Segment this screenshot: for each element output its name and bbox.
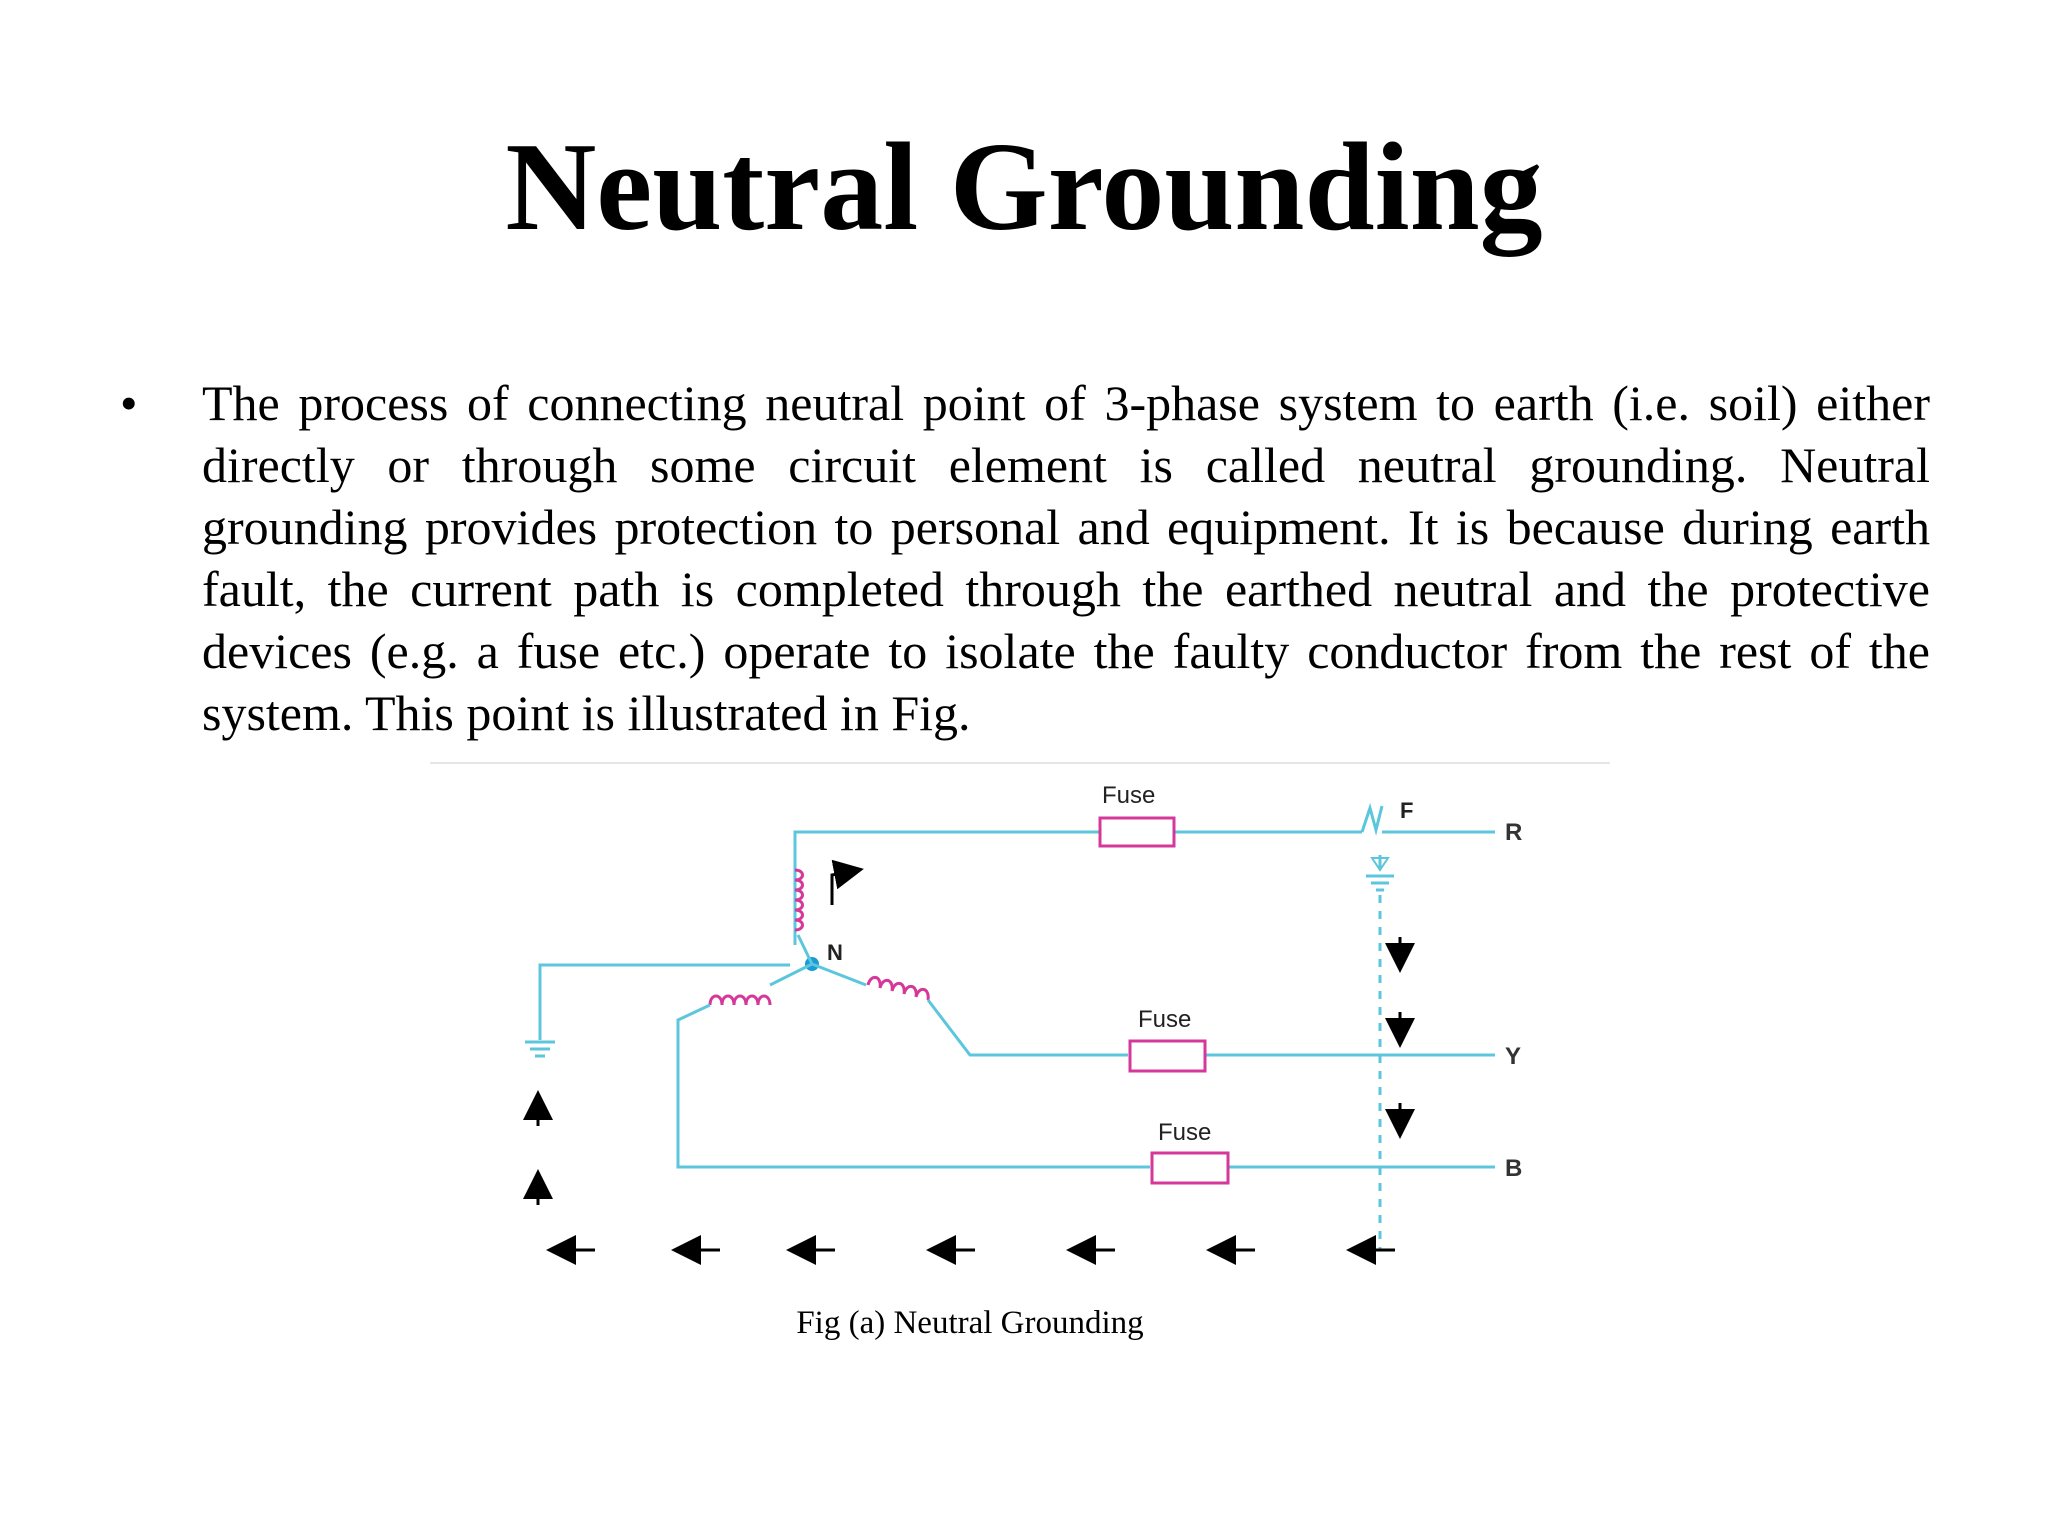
current-direction-arrow [832,870,858,905]
bullet-marker: • [120,375,138,431]
neutral-grounding-diagram [430,760,1610,1290]
slide-title: Neutral Grounding [505,118,1543,257]
neutral-ground-wire [540,965,790,1040]
ground-symbol-neutral [525,1042,555,1056]
phase-y-label: Y [1505,1043,1522,1070]
fuse-r [1100,818,1174,846]
coil-b [710,996,770,1005]
ground-symbol-fault [1366,876,1394,890]
fuse-b [1152,1153,1228,1183]
phase-y-line [928,1000,1128,1055]
bullet-text: The process of connecting neutral point of 3-phase system to earth (i.e. soil) either directly or through some circuit element is called neutral grounding. Neutral grounding provides protection to personal and equipment. It is because during earth fault, the current path is completed through the earthed neutral and the protective devices (e.g. a fuse etc.) operate to isolate the faulty conductor from the rest of the system. This point is illustrated in Fig. [202,375,1930,741]
fault-symbol [1362,806,1382,832]
neutral-label: N [827,940,843,965]
fuse-b-label: Fuse [1158,1119,1212,1146]
coil-r [795,870,803,930]
fuse-y-label: Fuse [1138,1006,1192,1033]
phase-r-line [795,832,1495,945]
figure-caption: Fig (a) Neutral Grounding [796,1305,1144,1341]
phase-b-line [678,1005,1150,1167]
phase-r-label: R [1505,819,1523,846]
fuse-r-label: Fuse [1102,782,1156,809]
coil-y [868,977,928,1000]
fuse-y [1130,1041,1205,1071]
phase-b-label: B [1505,1155,1523,1182]
fault-label: F [1400,798,1414,823]
